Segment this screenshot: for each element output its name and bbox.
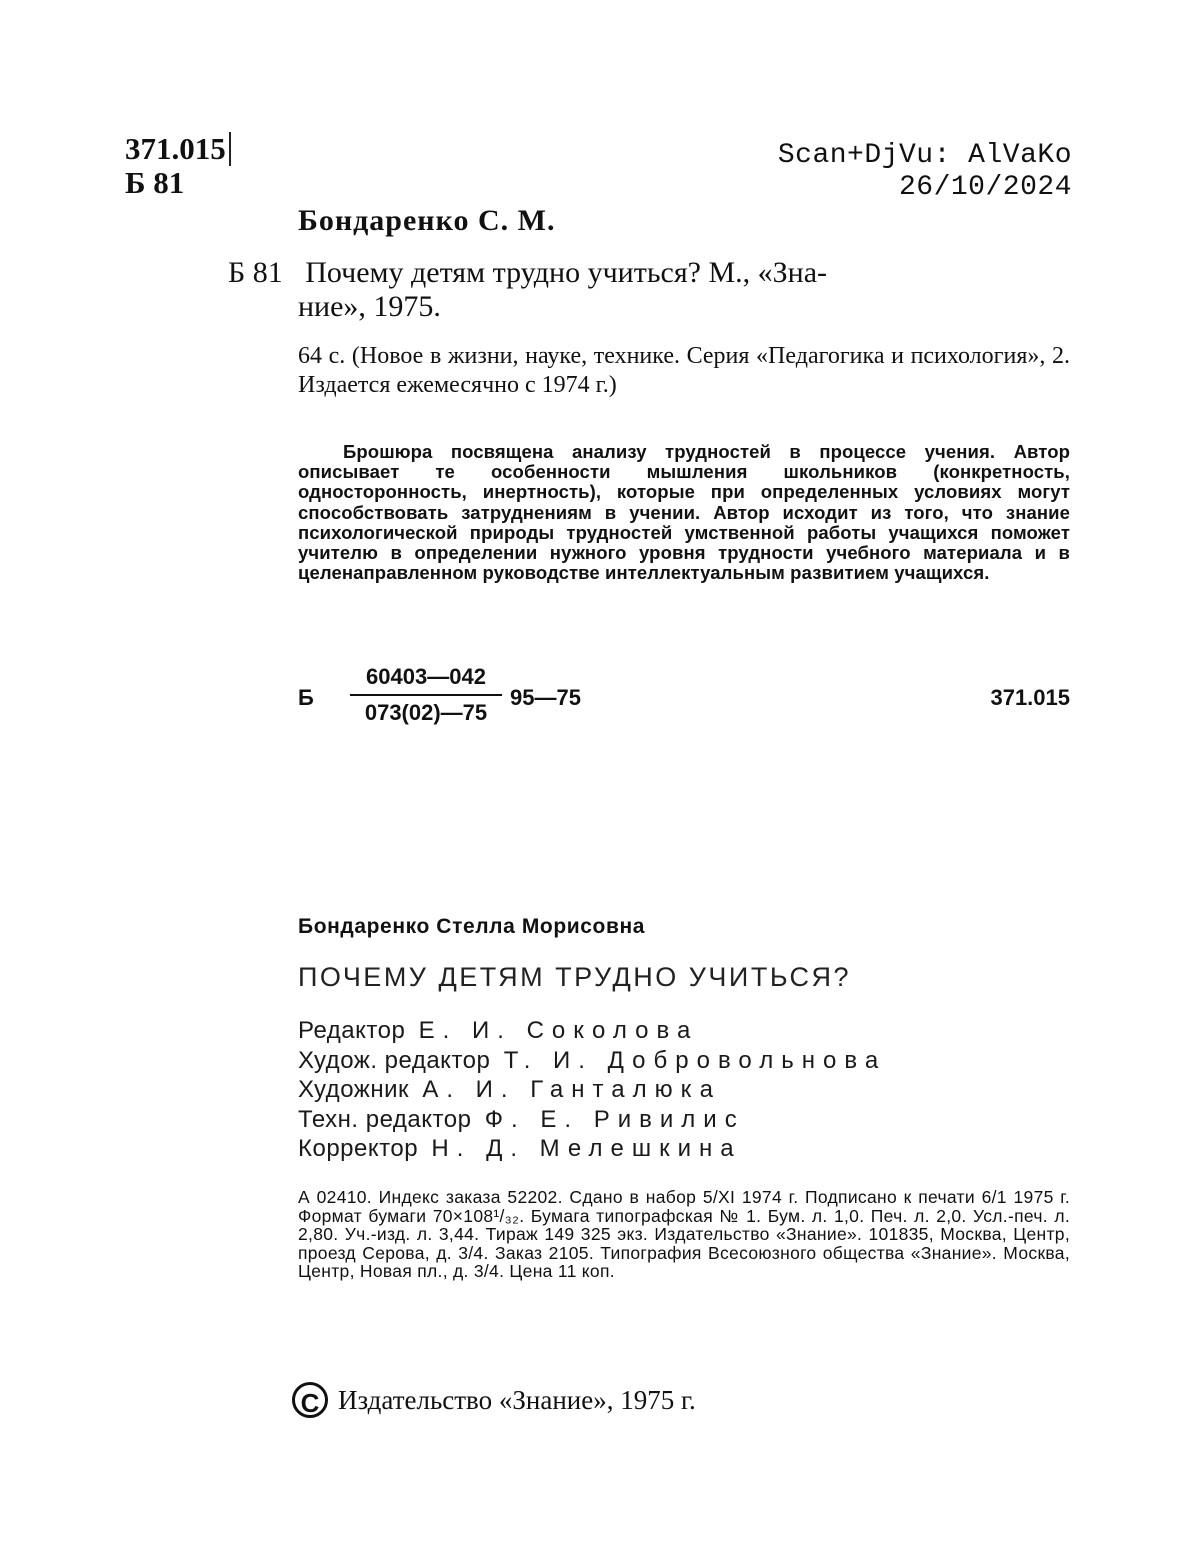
series-note: 64 с. (Новое в жизни, науке, технике. Серия «Педагогика и психология», 2. Издается ежемесячно с 1974 г.) [298, 343, 1070, 398]
credit-role: Художник [298, 1076, 409, 1103]
credit-person: Н. Д. Мелешкина [431, 1135, 742, 1162]
fraction-numerator: 60403—042 [366, 664, 486, 689]
scan-note-date: 26/10/2024 [898, 172, 1072, 203]
bib-title-line: Почему детям трудно учиться? М., «Зна- [305, 256, 828, 289]
bib-mark: Б 81 [228, 256, 283, 289]
scan-note [778, 140, 1072, 204]
credit-role: Корректор [298, 1135, 419, 1162]
catalog-codes [125, 132, 231, 200]
credit-person: А. И. Ганталюка [422, 1076, 721, 1103]
abstract-paragraph: Брошюра посвящена анализу трудностей в процессе учения. Автор описывает те особенности мышления школьников (конкретность, односторонность, инертность), которые при определенных условиях могут способствовать затруднениям в учении. Автор исходит из того, что знание психологической природы трудностей умственной работы учащихся поможет учителю в определении нужного уровня трудности учебного материала и в целенаправленном руководстве интеллектуальным развитием учащихся. [298, 441, 1070, 584]
credit-row [298, 1016, 886, 1046]
credits-list [298, 1016, 886, 1164]
classification-fraction [346, 660, 506, 730]
credit-row [298, 1134, 886, 1164]
author-mark: Б 81 [125, 165, 185, 200]
credit-person: Ф. Е. Ривилис [484, 1105, 745, 1133]
credit-role: Техн. редактор [298, 1105, 472, 1133]
bibliographic-entry [228, 256, 827, 324]
classification-code: 371.015 [990, 685, 1070, 710]
classification-letter: Б [298, 685, 314, 710]
credit-row [298, 1046, 886, 1076]
classification-middle: 95—75 [510, 685, 581, 710]
bib-title-line-2: ние», 1975. [298, 290, 441, 323]
credit-row [298, 1105, 886, 1135]
credit-role: Редактор [298, 1017, 406, 1044]
author-full-name: Бондаренко Стелла Морисовна [298, 915, 646, 938]
credit-row [298, 1075, 886, 1105]
book-title: ПОЧЕМУ ДЕТЯМ ТРУДНО УЧИТЬСЯ? [298, 962, 851, 992]
fraction-denominator: 073(02)—75 [364, 700, 488, 725]
imprint-details: А 02410. Индекс заказа 52202. Сдано в набор 5/XI 1974 г. Подписано к печати 6/1 1975 г. Формат бумаги 70×108¹/₃₂. Бумага типографская № 1. Бум. л. 1,0. Печ. л. 2,0. Усл.-печ. л. 2,80. Уч.-изд. л. 3,44. Тираж 149 325 экз. Издательство «Знание». 101835, Москва, Центр, проезд Серова, д. 3/4. Заказ 2105. Типография Всесоюзного общества «Знание». Москва, Центр, Новая пл., д. 3/4. Цена 11 коп. [298, 1187, 1070, 1281]
copyright-line [292, 1380, 696, 1420]
credit-person: Е. И. Соколова [418, 1017, 699, 1044]
copyright-icon: C [292, 1382, 328, 1418]
copyright-text: Издательство «Знание», 1975 г. [338, 1385, 696, 1415]
credit-person: Т. И. Добровольнова [503, 1046, 887, 1074]
author-heading: Бондаренко С. М. [298, 204, 556, 237]
scan-note-credit: Scan+DjVu: AlVaKo [777, 140, 1072, 171]
udc-code: 371.015 [125, 132, 231, 166]
credit-role: Худож. редактор [298, 1046, 491, 1074]
classification-line [298, 660, 1070, 740]
